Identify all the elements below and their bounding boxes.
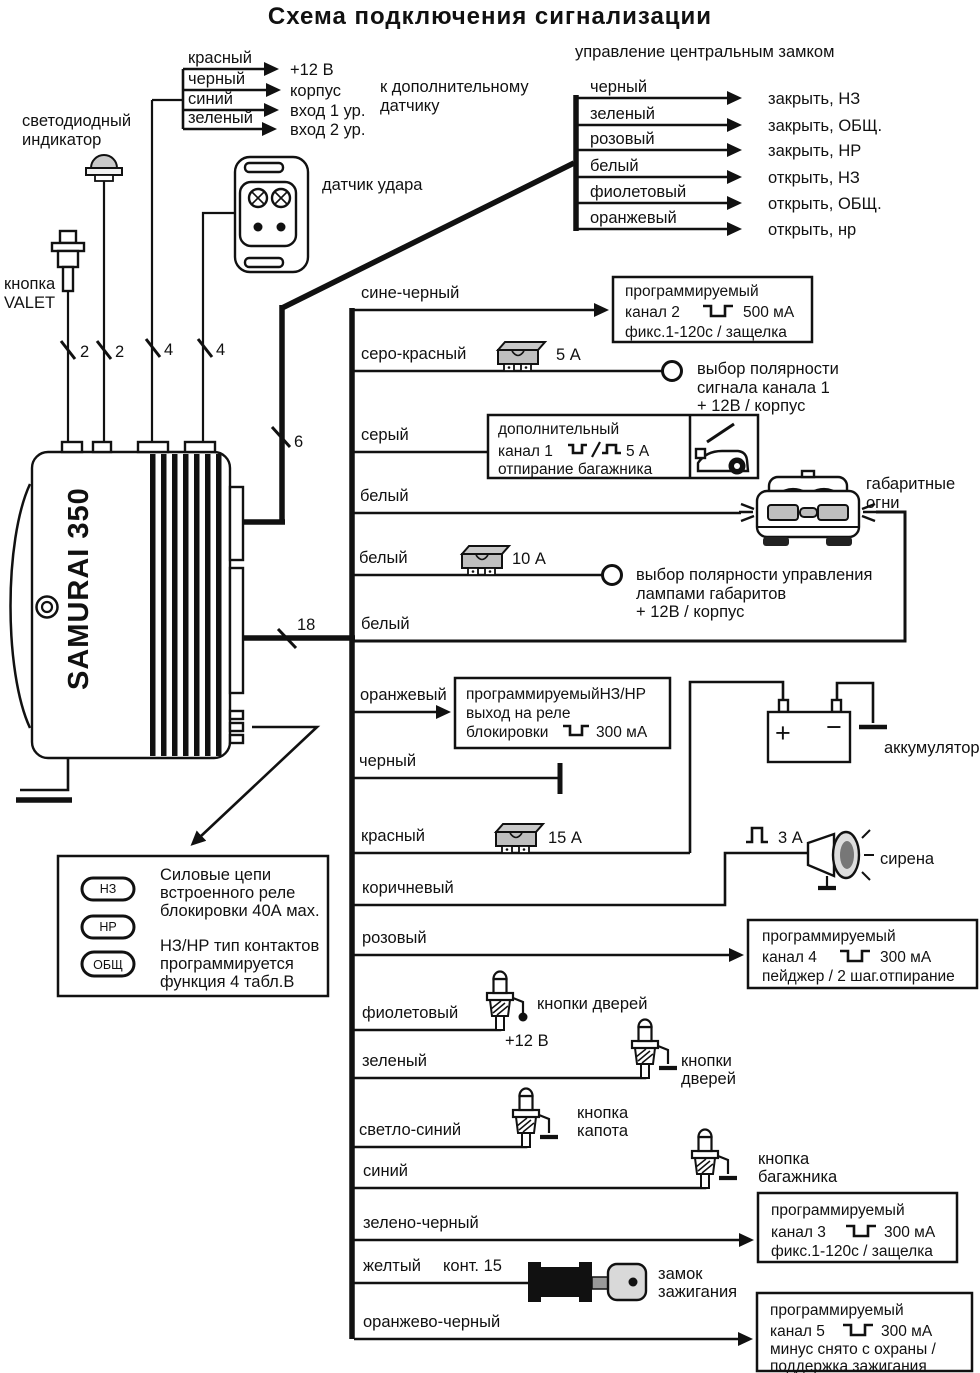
polarity2-line1: выбор полярности управления (636, 566, 873, 584)
wire-label: желтый (363, 1257, 421, 1275)
lock-action-6: открыть, нр (768, 221, 857, 239)
channel3-line2a: канал 3 (771, 1224, 826, 1241)
battery-icon (768, 700, 850, 762)
wire-label: сине-черный (361, 284, 460, 302)
pulse-icon (746, 828, 768, 842)
aux-note-1: к дополнительному (380, 78, 529, 96)
door-sw1-plus: +12 В (505, 1032, 549, 1050)
branch-grey-red (354, 342, 839, 415)
wire-label: синий (363, 1162, 409, 1180)
channel2-line2b: 500 мА (743, 304, 795, 321)
branch-white-1 (354, 471, 955, 546)
channel4-line1: программируемый (762, 928, 896, 945)
channel5-line2b: 300 мА (881, 1323, 933, 1340)
aux-dest-in1: вход 1 ур. (290, 102, 366, 120)
channel1-line2b: 5 А (626, 443, 650, 460)
wire-label: фиолетовый (362, 1004, 459, 1022)
channel4-line2b: 300 мА (880, 949, 932, 966)
pin-switch-icon (692, 1130, 718, 1189)
branch-pink (354, 920, 977, 988)
channel4-line2a: канал 4 (762, 949, 817, 966)
wire-label: серо-красный (361, 345, 467, 363)
relay-info-line5: программируется (160, 955, 294, 973)
page-title: Схема подключения сигнализации (267, 3, 713, 30)
relay-out-line3: блокировки (466, 724, 549, 741)
lock-wire-black: черный (590, 78, 648, 96)
relay-out-line2: выход на реле (466, 705, 571, 722)
valet-label-2: VALET (4, 294, 56, 312)
branch-white-2 (354, 546, 872, 621)
wire-count-marks (61, 339, 225, 361)
ignition-contact: конт. 15 (443, 1257, 502, 1275)
fuse-icon (498, 342, 545, 371)
ring-terminal-icon (663, 362, 682, 381)
wire-label: белый (361, 615, 410, 633)
fuse-icon (496, 824, 543, 853)
relay-info-line2: встроенного реле (160, 884, 296, 902)
valet-icon (52, 231, 84, 291)
terminal-nr-label: НР (99, 920, 117, 934)
wire-label: коричневый (362, 879, 454, 897)
polarity2-line3: + 12В / корпус (636, 603, 745, 621)
trunk-sw-label-1: кнопка (758, 1150, 810, 1168)
branch-orange-black (354, 1293, 972, 1373)
door-sw1-label: кнопки дверей (537, 995, 648, 1013)
central-lock-title: управление центральным замком (575, 43, 835, 61)
relay-info-line3: блокировки 40А мах. (160, 902, 320, 920)
relay-info-line4: НЗ/НР тип контактов (160, 937, 320, 955)
count-led: 2 (115, 343, 125, 361)
wire-label: светло-синий (359, 1121, 462, 1139)
polarity1-line1: выбор полярности (697, 360, 839, 378)
branch-yellow (354, 1257, 737, 1302)
channel3-line3: фикс.1-120с / защелка (771, 1243, 933, 1260)
parking-lights-label-2: огни (866, 494, 900, 512)
channel5-line2a: канал 5 (770, 1323, 825, 1340)
channel5-line1: программируемый (770, 1302, 904, 1319)
branch-brown (354, 828, 935, 905)
led-icon (86, 155, 122, 181)
siren-amp: 3 А (778, 829, 803, 847)
branch-grey (354, 415, 758, 478)
aux-connector (152, 49, 529, 442)
ignition-label-1: замок (658, 1265, 703, 1283)
alarm-unit (11, 442, 244, 800)
wire-label: зелено-черный (363, 1214, 479, 1232)
lock-action-4: открыть, НЗ (768, 169, 860, 187)
siren-label: сирена (880, 850, 935, 868)
relay-info-line6: функция 4 табл.В (160, 973, 295, 991)
lock-wire-orange: оранжевый (590, 209, 677, 227)
car-front-icon (739, 471, 877, 546)
shock-sensor-label: датчик удара (322, 176, 423, 194)
channel1-line2a: канал 1 (498, 443, 553, 460)
channel3-line2b: 300 мА (884, 1224, 936, 1241)
door-sw2-label-1: кнопки (681, 1052, 732, 1070)
wire-label: оранжевый (360, 686, 447, 704)
aux-wire-black: черный (188, 70, 246, 88)
fuse-rating: 5 А (556, 346, 581, 364)
polarity1-line3: + 12В / корпус (697, 397, 806, 415)
lock-wire-violet: фиолетовый (590, 183, 687, 201)
trunk-sw-label-2: багажника (758, 1168, 838, 1186)
terminal-common-label: ОБЩ (93, 958, 123, 972)
parking-lights-label-1: габаритные (866, 475, 956, 493)
wire-label: белый (360, 487, 409, 505)
lock-action-5: открыть, ОБЩ. (768, 195, 882, 213)
aux-dest-12v: +12 В (290, 61, 334, 79)
central-lock-group (575, 43, 882, 239)
aux-note-2: датчику (380, 97, 440, 115)
pin-switch-icon (513, 1089, 539, 1148)
battery-plus: + (775, 718, 791, 748)
unit-model: SAMURAI 350 (63, 487, 95, 690)
lock-action-3: закрыть, НР (768, 142, 862, 160)
terminal-nz-label: НЗ (99, 882, 117, 896)
valet-button (4, 231, 84, 442)
lock-action-1: закрыть, НЗ (768, 90, 861, 108)
lock-wire-green: зеленый (590, 105, 656, 123)
relay-out-line1: программируемыйНЗ/НР (466, 686, 646, 703)
hood-sw-label-2: капота (577, 1122, 629, 1140)
pin-switch-icon (632, 1020, 658, 1079)
valet-label-1: кнопка (4, 275, 56, 293)
aux-wire-green: зеленый (188, 109, 254, 127)
branch-orange (354, 678, 670, 748)
battery-minus: − (826, 712, 842, 742)
channel1-line1: дополнительный (498, 421, 620, 438)
branch-blue-black (354, 277, 812, 342)
wire-label: оранжево-черный (363, 1313, 501, 1331)
siren-icon (808, 830, 874, 888)
count-6: 6 (294, 433, 304, 451)
lock-wire-white: белый (590, 157, 639, 175)
relay-info-line1: Силовые цепи (160, 866, 272, 884)
hood-sw-label-1: кнопка (577, 1104, 629, 1122)
wire-label: белый (359, 549, 408, 567)
door-sw2-label-2: дверей (681, 1070, 736, 1088)
ignition-label-2: зажигания (658, 1283, 738, 1301)
count-valet: 2 (80, 343, 90, 361)
led-label-1: светодиодный (22, 112, 132, 130)
led-label-2: индикатор (22, 131, 102, 149)
channel2-line3: фикс.1-120с / защелка (625, 324, 787, 341)
branch-light-blue (354, 1089, 629, 1148)
channel4-line3: пейджер / 2 шаг.отпирание (762, 968, 955, 985)
relay-out-current: 300 мА (596, 724, 648, 741)
shock-sensor-icon (235, 157, 308, 272)
fuse-rating: 15 А (548, 829, 582, 847)
polarity1-line2: сигнала канала 1 (697, 379, 830, 397)
wire-label: черный (359, 752, 417, 770)
relay-info-box (58, 727, 328, 996)
branch-black (354, 752, 560, 794)
fuse-icon (462, 546, 509, 575)
aux-wire-red: красный (188, 49, 253, 67)
plus12-terminal-icon (519, 1013, 528, 1022)
count-sensor: 4 (216, 341, 226, 359)
wire-label: красный (361, 827, 426, 845)
wire-label: розовый (362, 929, 427, 947)
channel5-line4: поддержка зажигания (770, 1358, 927, 1373)
battery-label: аккумулятор (884, 739, 980, 757)
fuse-rating: 10 А (512, 550, 546, 568)
count-18: 18 (297, 616, 316, 634)
lock-wire-pink: розовый (590, 130, 655, 148)
main-bundle-wire (242, 308, 355, 1339)
lock-action-2: закрыть, ОБЩ. (768, 117, 883, 135)
wire-label: серый (361, 426, 409, 444)
channel2-line2a: канал 2 (625, 304, 680, 321)
channel1-line3: отпирание багажника (498, 461, 653, 478)
polarity2-line2: лампами габаритов (636, 585, 787, 603)
branch-violet (354, 972, 647, 1051)
channel2-line1: программируемый (625, 283, 759, 300)
ignition-lock-icon (528, 1262, 646, 1302)
pin-switch-icon (487, 972, 513, 1031)
aux-dest-in2: вход 2 ур. (290, 121, 366, 139)
ring-terminal-icon (603, 566, 622, 585)
wire-label: зеленый (362, 1052, 428, 1070)
branch-green-black (354, 1193, 957, 1262)
channel5-line3: минус снято с охраны / (770, 1341, 936, 1358)
aux-wire-blue: синий (188, 90, 234, 108)
channel3-line1: программируемый (771, 1202, 905, 1219)
count-aux: 4 (164, 341, 174, 359)
aux-dest-gnd: корпус (290, 82, 342, 100)
